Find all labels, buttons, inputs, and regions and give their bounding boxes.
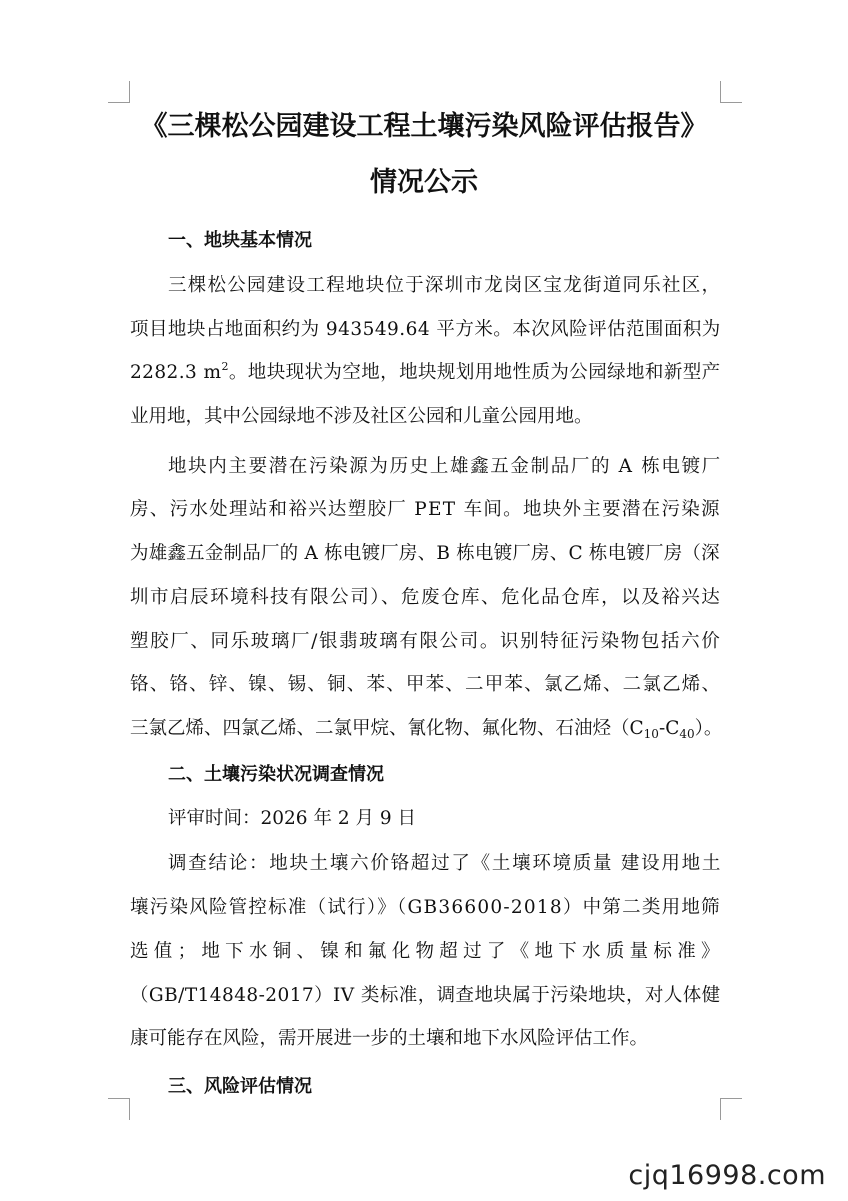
paragraph1-line1: 三棵松公园建设工程地块位于深圳市龙岗区宝龙街道同乐社区， bbox=[168, 275, 722, 296]
conclusion-line4: （GB/T14848-2017）IV 类标准，调查地块属于污染地块，对人体健 bbox=[130, 985, 721, 1006]
paragraph1-line4: 业用地，其中公园绿地不涉及社区公园和儿童公园用地。 bbox=[130, 406, 593, 427]
document-subtitle: 情况公示 bbox=[370, 167, 478, 198]
paragraph1-line3: 2282.3 $m^2$。地块现状为空地，地块规划用地性质为公园绿地和新型产 bbox=[130, 360, 721, 383]
paragraph2-line6: 铬、铬、锌、镍、锡、铜、苯、甲苯、二甲苯、氯乙烯、二氯乙烯、 bbox=[130, 674, 722, 695]
conclusion-line1: 调查结论：地块土壤六价铬超过了《土壤环境质量 建设用地土 bbox=[168, 853, 723, 874]
section2-heading: 二、土壤污染状况调查情况 bbox=[168, 764, 384, 785]
conclusion-line3: 选值；地下水铜、镍和氟化物超过了《地下水质量标准》 bbox=[130, 941, 725, 962]
paragraph2-line4: 圳市启辰环境科技有限公司）、危废仓库、危化品仓库，以及裕兴达 bbox=[130, 587, 722, 608]
paragraph2-line1: 地块内主要潜在污染源为历史上雄鑫五金制品厂的 A 栋电镀厂 bbox=[168, 456, 722, 477]
section3-heading: 三、风险评估情况 bbox=[168, 1076, 312, 1097]
section1-heading: 一、地块基本情况 bbox=[168, 230, 312, 251]
paragraph2-line5: 塑胶厂、同乐玻璃厂/银翡玻璃有限公司。识别特征污染物包括六价 bbox=[130, 631, 722, 652]
paragraph2-line3: 为雄鑫五金制品厂的 A 栋电镀厂房、B 栋电镀厂房、C 栋电镀厂房（深 bbox=[130, 543, 720, 564]
paragraph2-line7: 三氯乙烯、四氯乙烯、二氯甲烷、氰化物、氟化物、石油烃$(C_{10}-C_{40})$。 bbox=[130, 718, 723, 741]
paragraph1-line2: 项目地块占地面积约为 943549.64 平方米。本次风险评估范围面积为 bbox=[130, 319, 721, 340]
paragraph2-line2: 房、污水处理站和裕兴达塑胶厂 PET 车间。地块外主要潜在污染源 bbox=[130, 499, 721, 520]
conclusion-line2: 壤污染风险管控标准（试行）》（GB36600-2018）中第二类用地筛 bbox=[130, 897, 721, 918]
review-time: 评审时间：2026 年 2 月 9 日 bbox=[168, 808, 417, 829]
document-title: 《三棵松公园建设工程土壤污染风险评估报告》 bbox=[140, 111, 708, 142]
conclusion-line5: 康可能存在风险，需开展进一步的土壤和地下水风险评估工作。 bbox=[130, 1028, 649, 1049]
site-watermark: cjq16998.com bbox=[628, 1160, 826, 1191]
